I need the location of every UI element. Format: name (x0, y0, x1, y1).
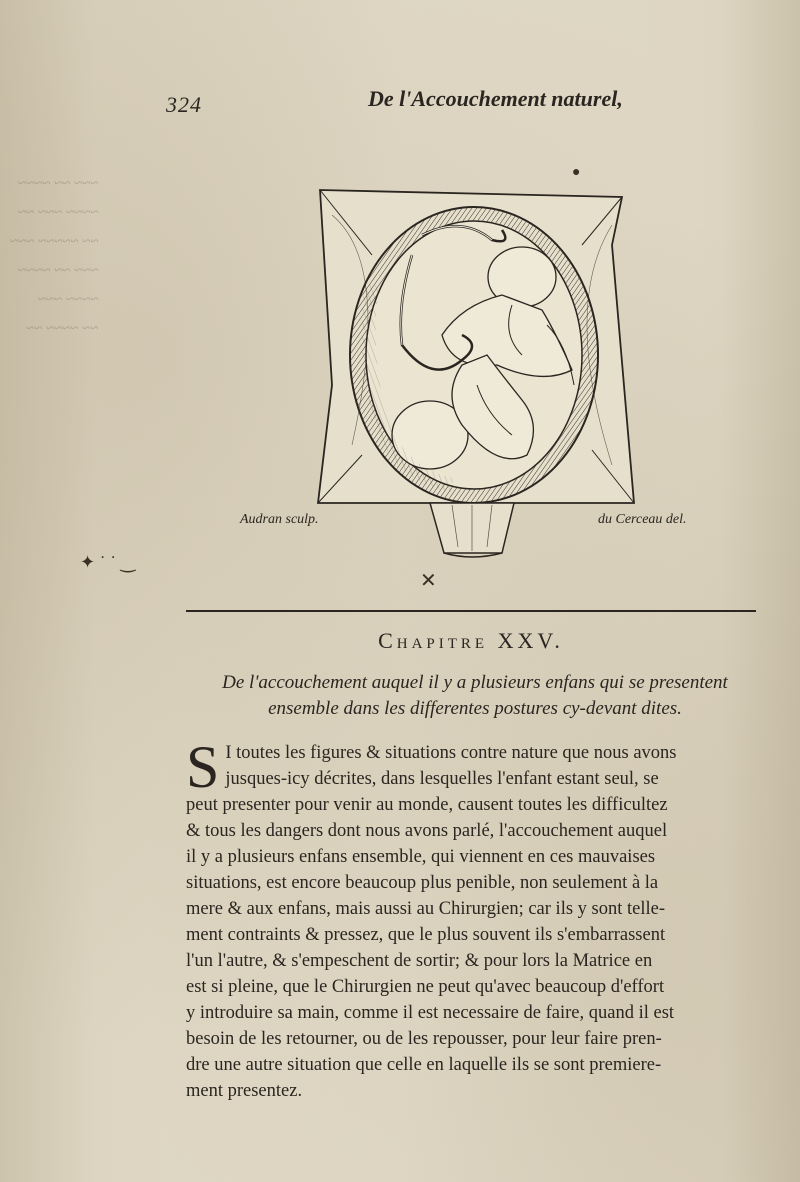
twins-in-womb-illustration (312, 185, 640, 565)
body-paragraph (186, 734, 766, 1104)
engraved-plate (312, 185, 640, 565)
ink-stain: ✕ (420, 570, 437, 592)
body-line: jusques-icy décrites, dans lesquelles l'enfant estant seul, se (225, 769, 659, 789)
subtitle-line: De l'accouchement auquel il y a plusieurs enfans qui se presentent (222, 672, 728, 693)
ink-stain: ✦ ˙ ˙ ‿ (80, 552, 136, 572)
body-line: I toutes les figures & situations contre nature que nous avons (225, 743, 677, 763)
body-line: l'un l'autre, & s'empeschent de sortir; & pour lors la Matrice en (186, 951, 653, 971)
artist-signature: du Cerceau del. (598, 512, 687, 527)
body-line: besoin de les retourner, ou de les repousser, pour leur faire pren- (186, 1029, 662, 1049)
body-line: situations, est encore beaucoup plus penible, non seulement à la (186, 873, 659, 893)
body-line: ment contraints & pressez, que le plus souvent ils s'embarrassent (186, 925, 666, 945)
engraver-signature: Audran sculp. (240, 512, 319, 527)
body-line: ment presentez. (186, 1081, 303, 1101)
body-line: y introduire sa main, comme il est necessaire de faire, quand il est (186, 1003, 675, 1023)
body-line: il y a plusieurs enfans ensemble, qui viennent en ces mauvaises (186, 847, 656, 867)
section-rule (186, 610, 756, 612)
running-title: De l'Accouchement naturel, (368, 86, 623, 111)
body-line: mere & aux enfans, mais aussi au Chirurgien; car ils y sont telle- (186, 899, 665, 919)
body-line: & tous les dangers dont nous avons parlé, l'accouchement auquel (186, 821, 668, 841)
chapter-heading: Chapitre XXV. (378, 628, 564, 653)
page-number: 324 (166, 92, 202, 117)
chapter-subtitle (180, 670, 770, 722)
ink-stain: ● (572, 165, 581, 180)
running-head (0, 80, 800, 120)
body-line: est si pleine, que le Chirurgien ne peut qu'avec beaucoup d'effort (186, 977, 665, 997)
subtitle-line: ensemble dans les differentes postures cy-devant dites. (268, 698, 682, 719)
body-line: dre une autre situation que celle en laquelle ils se sont premiere- (186, 1055, 662, 1075)
drop-cap: S (186, 734, 220, 800)
show-through-text: ~~~ ~~ ~~~~ ~~~~ ~~~ ~~ ~~ ~~~~~ ~~~ ~~~ ~~ ~~~~ ~~~~ ~~~ ~~ ~~~~ ~~ (10, 176, 99, 337)
body-line: peut presenter pour venir au monde, causent toutes les difficultez (186, 795, 668, 815)
